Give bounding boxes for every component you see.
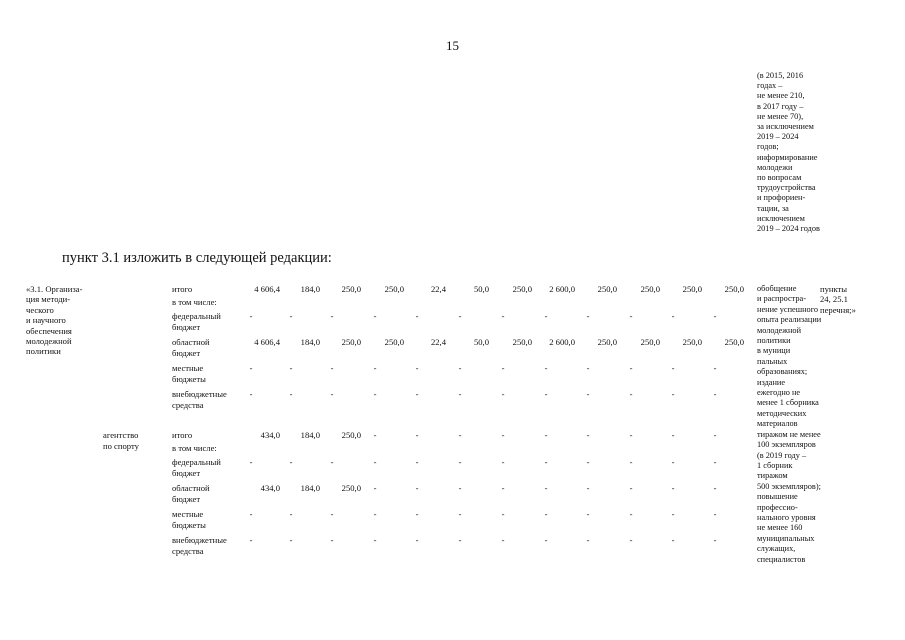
top-note-line: за исключением <box>757 122 814 132</box>
row-label-line: бюджеты <box>172 374 206 384</box>
table-cell: - <box>544 535 548 545</box>
table-cell: - <box>373 430 377 440</box>
table-cell: - <box>415 483 419 493</box>
table-cell: - <box>249 509 253 519</box>
table-cell: - <box>713 535 717 545</box>
table-cell: - <box>629 389 633 399</box>
table-cell: - <box>501 483 505 493</box>
table-cell: - <box>330 509 334 519</box>
table-cell: 434,0 <box>260 483 280 493</box>
table-cell: - <box>415 430 419 440</box>
table-cell: - <box>458 457 462 467</box>
table-cell: - <box>671 509 675 519</box>
table-cell: - <box>544 363 548 373</box>
top-note <box>757 71 857 234</box>
table-cell: 250,0 <box>384 337 404 347</box>
table-cell: 434,0 <box>260 430 280 440</box>
row-name-line: ция методи- <box>26 294 71 305</box>
table-cell: 2 600,0 <box>549 337 575 347</box>
result-line: образованиях; <box>757 367 808 377</box>
table-cell: - <box>713 430 717 440</box>
table-cell: - <box>586 509 590 519</box>
top-note-line: годах – <box>757 81 783 91</box>
table-cell: - <box>671 311 675 321</box>
executor-line: агентство <box>103 430 139 440</box>
row-label-line: областной <box>172 337 210 347</box>
table-cell: 22,4 <box>430 284 446 294</box>
table-cell: 184,0 <box>300 284 320 294</box>
table-cell: - <box>586 430 590 440</box>
top-note-line: в 2017 году – <box>757 101 804 111</box>
table-cell: - <box>501 389 505 399</box>
table-cell: - <box>373 483 377 493</box>
row-label-line: в том числе: <box>172 297 217 307</box>
table-cell: - <box>713 483 717 493</box>
result-line: служащих, <box>757 544 796 554</box>
row-name-line: и научного <box>26 315 66 326</box>
result-line: политики <box>757 336 791 346</box>
executor-line: по спорту <box>103 441 139 451</box>
table-cell: - <box>501 311 505 321</box>
top-note-line: трудоустройства <box>757 183 816 193</box>
table-cell: - <box>671 483 675 493</box>
top-note-line: по вопросам <box>757 173 802 183</box>
table-cell: - <box>415 457 419 467</box>
top-note-line: (в 2015, 2016 <box>757 71 804 80</box>
row-label-line: средства <box>172 546 204 556</box>
table-cell: - <box>629 430 633 440</box>
result-line: обобщение <box>757 284 797 293</box>
table-cell: - <box>629 509 633 519</box>
table-cell: 250,0 <box>724 337 744 347</box>
top-note-line: молодежи <box>757 162 793 172</box>
table-cell: - <box>586 535 590 545</box>
row-name-line: молодежной <box>26 336 72 346</box>
result-column <box>757 284 837 565</box>
table-cell: - <box>249 363 253 373</box>
row-label-line: средства <box>172 400 204 410</box>
table-cell: - <box>544 430 548 440</box>
table-cell: - <box>330 457 334 467</box>
table-cell: - <box>544 389 548 399</box>
reference-column <box>820 284 856 315</box>
table-cell: - <box>415 535 419 545</box>
table-cell: - <box>544 457 548 467</box>
table-cell: - <box>373 389 377 399</box>
table-cell: - <box>671 389 675 399</box>
row-label-line: внебюджетные <box>172 389 227 399</box>
table-cell: - <box>415 363 419 373</box>
table-cell: - <box>458 430 462 440</box>
row-label-line: федеральный <box>172 457 221 467</box>
row-name-line: политики <box>26 346 61 357</box>
table-cell: - <box>713 509 717 519</box>
table-cell: 250,0 <box>341 284 361 294</box>
table-cell: - <box>289 389 293 399</box>
row-label-line: местные <box>172 363 204 373</box>
table-cell: - <box>330 535 334 545</box>
table-cell: 250,0 <box>341 337 361 347</box>
top-note-line: исключением <box>757 213 805 223</box>
table-cell: 250,0 <box>512 337 532 347</box>
table-cell: 250,0 <box>640 284 660 294</box>
table-cell: - <box>458 389 462 399</box>
table-cell: - <box>544 483 548 493</box>
result-line: материалов <box>757 419 798 429</box>
row-label-line: федеральный <box>172 311 221 321</box>
table-cell: - <box>458 535 462 545</box>
table-cell: - <box>458 363 462 373</box>
top-note-line: 2019 – 2024 <box>757 132 799 142</box>
table-cell: 250,0 <box>597 284 617 294</box>
result-line: опыта реализации <box>757 315 822 325</box>
row-label-line: итого <box>172 430 193 440</box>
result-line: (в 2019 году – <box>757 450 807 460</box>
table-cell: 250,0 <box>682 337 702 347</box>
table-cell: - <box>289 457 293 467</box>
row-label-line: местные <box>172 509 204 519</box>
table-cell: 184,0 <box>300 430 320 440</box>
table-cell: - <box>289 509 293 519</box>
table-cell: - <box>501 535 505 545</box>
table-cell: - <box>586 389 590 399</box>
top-note-line: информирование <box>757 152 818 162</box>
table-cell: - <box>458 509 462 519</box>
table-cell: - <box>249 535 253 545</box>
table-cell: - <box>671 457 675 467</box>
table-cell: - <box>501 509 505 519</box>
result-line: ежегодно не <box>757 388 801 398</box>
result-line: методических <box>757 408 807 418</box>
table-cell: 250,0 <box>384 284 404 294</box>
table-cell: - <box>671 535 675 545</box>
table-cell: 250,0 <box>512 284 532 294</box>
table-cell: 184,0 <box>300 483 320 493</box>
top-note-line: и профориен- <box>757 193 806 203</box>
row-name-line: ческого <box>26 304 54 315</box>
result-line: 500 экземпляров); <box>757 481 821 491</box>
table-cell: - <box>586 363 590 373</box>
result-line: специалистов <box>757 554 806 564</box>
table-cell: - <box>373 363 377 373</box>
top-note-line: 2019 – 2024 годов <box>757 224 820 234</box>
table-cell: - <box>373 535 377 545</box>
top-note-line: не менее 210, <box>757 91 805 101</box>
table-cell: - <box>249 389 253 399</box>
result-line: не менее 160 <box>757 523 803 533</box>
row-name-line: обеспечения <box>26 325 72 336</box>
result-line: 1 сборник <box>757 460 793 470</box>
table-cell: - <box>373 311 377 321</box>
table-cell: 4 606,4 <box>254 284 280 294</box>
row-label-line: внебюджетные <box>172 535 227 545</box>
result-line: профессио- <box>757 502 798 512</box>
row-label-line: бюджет <box>172 348 201 358</box>
table-cell: - <box>713 363 717 373</box>
table-cell: - <box>586 311 590 321</box>
table-cell: - <box>713 457 717 467</box>
top-note-line: годов; <box>757 142 779 152</box>
table-cell: - <box>249 457 253 467</box>
row-label-line: в том числе: <box>172 443 217 453</box>
table-cell: - <box>373 509 377 519</box>
table-cell: 250,0 <box>682 284 702 294</box>
table-cell: - <box>330 311 334 321</box>
instruction-text: пункт 3.1 изложить в следующей редакции: <box>62 250 332 266</box>
table-cell: 250,0 <box>597 337 617 347</box>
top-note-line: не менее 70), <box>757 111 804 121</box>
table-cell: - <box>713 389 717 399</box>
row-label-line: бюджет <box>172 322 201 332</box>
result-line: менее 1 сборника <box>757 398 819 408</box>
table-cell: - <box>249 311 253 321</box>
table-cell: - <box>458 483 462 493</box>
table-cell: - <box>629 363 633 373</box>
table-cell: - <box>458 311 462 321</box>
result-line: тиражом не менее <box>757 429 821 439</box>
table-cell: - <box>544 509 548 519</box>
table-cell: - <box>586 457 590 467</box>
table-cell: 50,0 <box>473 337 489 347</box>
reference-line: перечня;» <box>820 304 856 315</box>
row-label-line: бюджеты <box>172 520 206 530</box>
result-line: нение успешного <box>757 304 819 314</box>
table-cell: 250,0 <box>341 483 361 493</box>
table-cell: 250,0 <box>640 337 660 347</box>
table-cell: - <box>671 430 675 440</box>
table-cell: - <box>629 311 633 321</box>
result-line: 100 экземпляров <box>757 440 816 450</box>
reference-line: 24, 25.1 <box>820 294 848 305</box>
result-line: нального уровня <box>757 512 816 522</box>
table-cell: - <box>544 311 548 321</box>
table-cell: - <box>289 363 293 373</box>
table-cell: - <box>330 389 334 399</box>
reference-line: пункты <box>820 284 848 294</box>
row-label-line: итого <box>172 284 193 294</box>
table-cell: 2 600,0 <box>549 284 575 294</box>
row-name-line: «3.1. Организа- <box>26 284 83 294</box>
table-cell: - <box>415 311 419 321</box>
table-cell: - <box>330 363 334 373</box>
result-line: муниципальных <box>757 533 815 543</box>
table-cell: - <box>501 430 505 440</box>
result-line: издание <box>757 377 786 387</box>
result-line: пальных <box>757 356 788 366</box>
page-number: 15 <box>446 38 459 53</box>
table-cell: - <box>501 363 505 373</box>
result-line: тиражом <box>757 471 788 481</box>
table-cell: - <box>415 389 419 399</box>
table-cell: 4 606,4 <box>254 337 280 347</box>
table-cell: 250,0 <box>724 284 744 294</box>
result-line: повышение <box>757 492 798 502</box>
top-note-line: тации, за <box>757 203 789 213</box>
table-cell: 50,0 <box>473 284 489 294</box>
table-cell: 250,0 <box>341 430 361 440</box>
row-label-line: областной <box>172 483 210 493</box>
table-cell: - <box>671 363 675 373</box>
table-cell: - <box>373 457 377 467</box>
result-line: и распростра- <box>757 294 806 304</box>
table-cell: - <box>289 535 293 545</box>
table-cell: - <box>415 509 419 519</box>
row-label-line: бюджет <box>172 468 201 478</box>
table-cell: - <box>713 311 717 321</box>
row-label-line: бюджет <box>172 494 201 504</box>
table-cell: - <box>629 483 633 493</box>
table-cell: - <box>289 311 293 321</box>
table-cell: 22,4 <box>430 337 446 347</box>
table-cell: - <box>629 535 633 545</box>
result-line: в муници <box>757 346 791 356</box>
table-cell: 184,0 <box>300 337 320 347</box>
result-line: молодежной <box>757 325 802 335</box>
table-cell: - <box>629 457 633 467</box>
table-cell: - <box>586 483 590 493</box>
table-cell: - <box>501 457 505 467</box>
